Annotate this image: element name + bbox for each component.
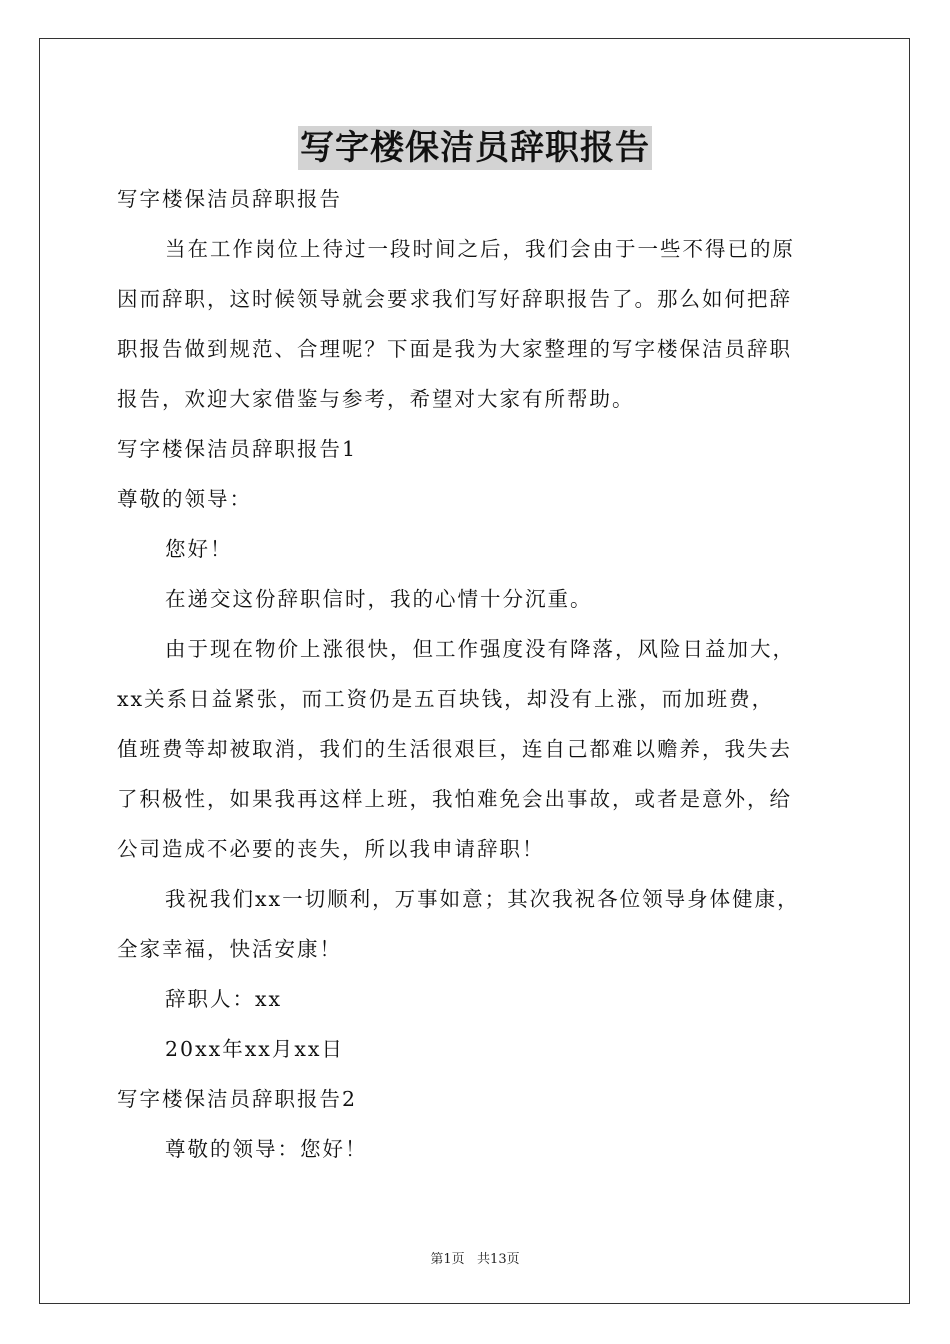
page-border <box>39 38 910 1304</box>
paragraph-line: 值班费等却被取消，我们的生活很艰巨，连自己都难以赡养，我失去 <box>117 737 792 761</box>
subtitle-line: 写字楼保洁员辞职报告 <box>117 187 342 211</box>
page-number: 第1页 共13页 <box>430 1252 520 1267</box>
paragraph-line: 职报告做到规范、合理呢？下面是我为大家整理的写字楼保洁员辞职 <box>117 337 792 361</box>
paragraph-line: 因而辞职，这时候领导就会要求我们写好辞职报告了。那么如何把辞 <box>117 287 792 311</box>
signature-line: 辞职人：xx <box>165 987 283 1011</box>
paragraph-line: 当在工作岗位上待过一段时间之后，我们会由于一些不得已的原 <box>165 237 795 261</box>
section-heading: 写字楼保洁员辞职报告2 <box>117 1087 358 1111</box>
paragraph-line: 在递交这份辞职信时，我的心情十分沉重。 <box>165 587 593 611</box>
paragraph-line: 报告，欢迎大家借鉴与参考，希望对大家有所帮助。 <box>117 387 635 411</box>
section-heading: 写字楼保洁员辞职报告1 <box>117 437 358 461</box>
paragraph-line: 了积极性，如果我再这样上班，我怕难免会出事故，或者是意外，给 <box>117 787 792 811</box>
paragraph-line: 全家幸福，快活安康！ <box>117 937 342 961</box>
salutation: 尊敬的领导：您好！ <box>165 1137 368 1161</box>
title-container <box>0 126 950 170</box>
date-line: 20xx年xx月xx日 <box>165 1037 344 1061</box>
paragraph-line: 公司造成不必要的丧失，所以我申请辞职！ <box>117 837 545 861</box>
greeting: 您好！ <box>165 537 233 561</box>
document-title: 写字楼保洁员辞职报告 <box>300 128 650 168</box>
paragraph-line: 我祝我们xx一切顺利，万事如意；其次我祝各位领导身体健康， <box>165 887 800 911</box>
paragraph-line: 由于现在物价上涨很快，但工作强度没有降落，风险日益加大， <box>165 637 795 661</box>
paragraph-line: xx关系日益紧张，而工资仍是五百块钱，却没有上涨，而加班费， <box>117 687 775 711</box>
salutation: 尊敬的领导： <box>117 487 252 511</box>
